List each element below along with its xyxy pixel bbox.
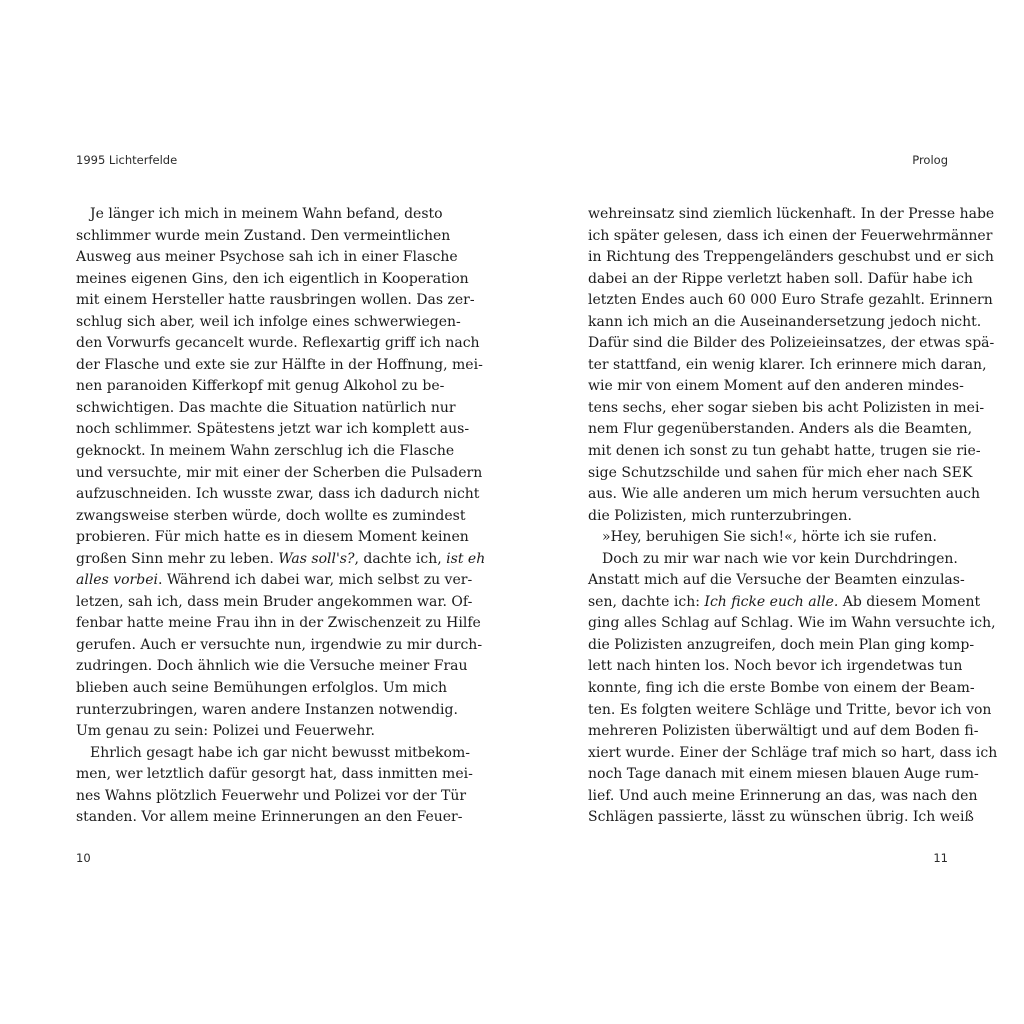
text-line: »Hey, beruhigen Sie sich!«, hörte ich sie rufen. <box>602 529 937 546</box>
text-line: schwichtigen. Das machte die Situation natürlich nur <box>76 399 456 416</box>
text-line: noch Tage danach mit einem miesen blauen Auge rum- <box>588 766 979 783</box>
text-line: letzen, sah ich, dass mein Bruder angekommen war. Of- <box>76 593 473 610</box>
text-line: schlimmer wurde mein Zustand. Den vermeintlichen <box>76 227 451 244</box>
text-line: Anstatt mich auf die Versuche der Beamten einzulas- <box>588 572 965 589</box>
text-line: nes Wahns plötzlich Feuerwehr und Polizei vor der Tür <box>76 787 467 804</box>
text-line: aus. Wie alle anderen um mich herum versuchten auch <box>588 486 980 503</box>
running-head-right: Prolog <box>912 153 948 167</box>
text-line: ging alles Schlag auf Schlag. Wie im Wahn versuchte ich, <box>588 615 996 632</box>
page-number-right: 11 <box>933 851 948 865</box>
text-line: Je länger ich mich in meinem Wahn befand, desto <box>90 206 443 222</box>
text-line: Doch zu mir war nach wie vor kein Durchdringen. <box>602 550 958 567</box>
text-line: wehreinsatz sind ziemlich lückenhaft. In der Presse habe <box>588 206 995 222</box>
text-line: blieben auch seine Bemühungen erfolglos. Um mich <box>76 680 448 697</box>
text-line: xiert wurde. Einer der Schläge traf mich so hart, dass ich <box>588 744 998 761</box>
body-text-left <box>76 204 486 829</box>
text-line: letzten Endes auch 60 000 Euro Strafe gezahlt. Erinnern <box>588 292 993 309</box>
text-line: aufzuschneiden. Ich wusste zwar, dass ich dadurch nicht <box>76 486 480 503</box>
text-line: den Vorwurfs gecancelt wurde. Reflexartig griff ich nach <box>76 335 480 352</box>
text-line: wie mir von einem Moment auf den anderen mindes- <box>588 378 964 395</box>
text-line: Dafür sind die Bilder des Polizeieinsatzes, der etwas spä- <box>588 335 995 352</box>
text-line: schlug sich aber, weil ich infolge eines schwerwiegen- <box>76 313 461 330</box>
text-line: probieren. Für mich hatte es in diesem Moment keinen <box>76 529 469 546</box>
text-line: sige Schutzschilde und sahen für mich eher nach SEK <box>588 464 973 481</box>
text-line: meines eigenen Gins, den ich eigentlich in Kooperation <box>76 270 469 287</box>
text-line: tens sechs, eher sogar sieben bis acht Polizisten in mei- <box>588 399 985 416</box>
text-line: nem Flur gegenüberstanden. Anders als die Beamten, <box>588 421 973 438</box>
text-line: Um genau zu sein: Polizei und Feuerwehr. <box>76 723 375 740</box>
text-line: großen Sinn mehr zu leben. Was soll's?, dachte ich, ist eh <box>76 550 486 567</box>
text-line: die Polizisten anzugreifen, doch mein Plan ging komp- <box>588 636 975 653</box>
text-line: mit einem Hersteller hatte rausbringen wollen. Das zer- <box>76 292 475 309</box>
text-line: lief. Und auch meine Erinnerung an das, was nach den <box>588 787 978 804</box>
text-line: zudringen. Doch ähnlich wie die Versuche meiner Frau <box>76 658 468 675</box>
running-head-left: 1995 Lichterfelde <box>76 153 178 167</box>
text-line: men, wer letztlich dafür gesorgt hat, dass inmitten mei- <box>76 766 473 783</box>
text-line: alles vorbei. Während ich dabei war, mich selbst zu ver- <box>76 572 473 589</box>
text-line: gerufen. Auch er versuchte nun, irgendwie zu mir durch- <box>76 636 483 653</box>
text-line: Ausweg aus meiner Psychose sah ich in einer Flasche <box>76 249 458 266</box>
text-line: ter stattfand, ein wenig klarer. Ich erinnere mich daran, <box>588 356 987 373</box>
text-line: geknockt. In meinem Wahn zerschlug ich die Flasche <box>76 443 455 460</box>
text-line: ich später gelesen, dass ich einen der Feuerwehrmänner <box>588 227 993 244</box>
text-line: in Richtung des Treppengeländers geschubst und er sich <box>588 249 994 266</box>
text-line: noch schlimmer. Spätestens jetzt war ich komplett aus- <box>76 421 470 438</box>
text-line: nen paranoiden Kifferkopf mit genug Alkohol zu be- <box>76 378 445 395</box>
text-line: der Flasche und exte sie zur Hälfte in der Hoffnung, mei- <box>76 356 483 373</box>
text-line: und versuchte, mir mit einer der Scherben die Pulsadern <box>76 464 483 481</box>
page-number-left: 10 <box>76 851 91 865</box>
text-line: Schlägen passierte, lässt zu wünschen übrig. Ich weiß <box>588 809 974 826</box>
body-text-right <box>588 204 998 829</box>
text-line: die Polizisten, mich runterzubringen. <box>588 507 852 524</box>
text-line: mit denen ich sonst zu tun gehabt hatte, trugen sie rie- <box>588 443 981 460</box>
text-line: mehreren Polizisten überwältigt und auf dem Boden fi- <box>588 723 979 740</box>
right-page <box>512 0 1024 1024</box>
text-line: dabei an der Rippe verletzt haben soll. Dafür habe ich <box>588 270 973 287</box>
text-line: ten. Es folgten weitere Schläge und Tritte, bevor ich von <box>588 701 992 718</box>
text-line: runterzubringen, waren andere Instanzen notwendig. <box>76 701 458 718</box>
text-line: konnte, fing ich die erste Bombe von einem der Beam- <box>588 680 975 697</box>
text-line: zwangsweise sterben würde, doch wollte es zumindest <box>76 507 466 524</box>
text-line: standen. Vor allem meine Erinnerungen an den Feuer- <box>76 809 463 826</box>
text-line: fenbar hatte meine Frau ihn in der Zwischenzeit zu Hilfe <box>76 615 481 632</box>
text-line: kann ich mich an die Auseinandersetzung jedoch nicht. <box>588 313 982 330</box>
text-line: sen, dachte ich: Ich ficke euch alle. Ab diesem Moment <box>588 593 981 610</box>
text-line: Ehrlich gesagt habe ich gar nicht bewusst mitbekom- <box>90 744 470 761</box>
text-line: lett nach hinten los. Noch bevor ich irgendetwas tun <box>588 658 963 675</box>
